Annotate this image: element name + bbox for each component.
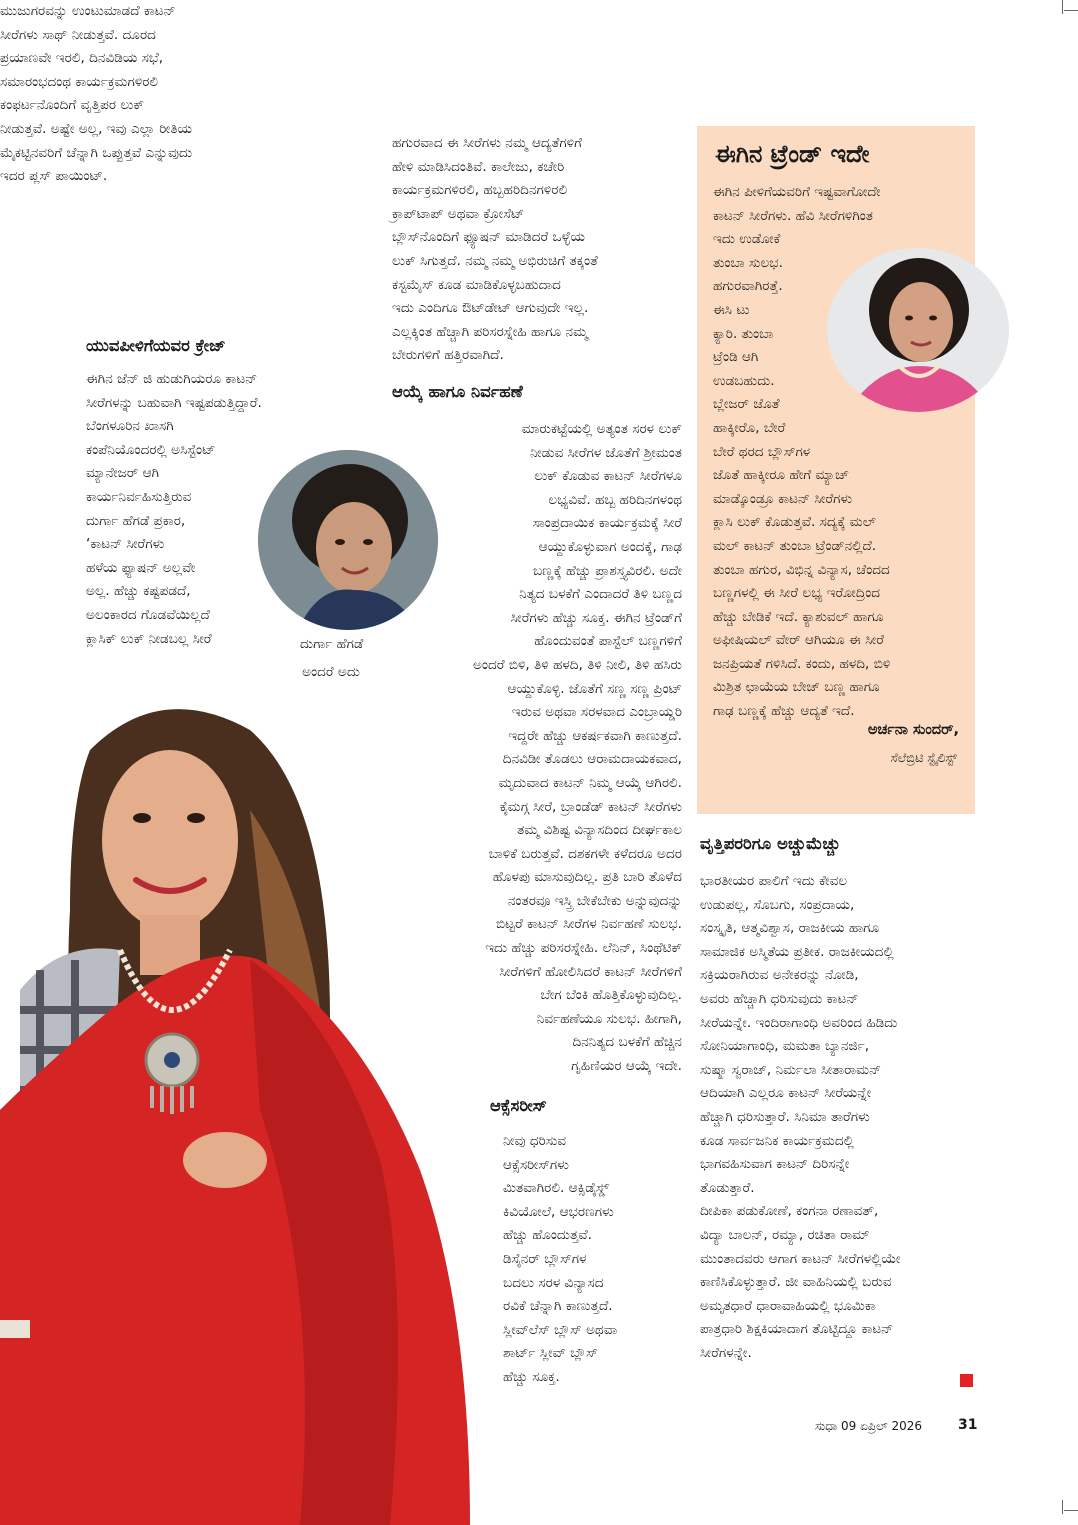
sidebar-title: ಈಗಿನ ಟ್ರೆಂಡ್ ಇದೇ [715,140,870,168]
heading-selection-maintenance: ಆಯ್ಕೆ ಹಾಗೂ ನಿರ್ವಹಣೆ [392,382,523,401]
crop-mark [1064,1510,1078,1511]
stylist-signature: ಅರ್ಚನಾ ಸುಂದರ್, [867,722,959,738]
col2-paragraph-3: ನೀವು ಧರಿಸುವ ಆಕ್ಸೆಸರೀಸ್‌ಗಳು ಮಿತವಾಗಿರಲಿ. ಆಕ್ಸಿಡೈಸ್ಡ್ ಕಿವಿಯೋಲೆ, ಆಭರಣಗಳು ಹೆಚ್ಚು ಹೊಂದುತ್ತವೆ. ಡಿಸೈನರ್ ಬ್ಲೌಸ್‌ಗಳ ಬದಲು ಸರಳ ವಿನ್ಯಾಸದ ರವಿಕೆ ಚೆನ್ನಾಗಿ ಕಾಣುತ್ತದೆ. ಸ್ಲೀವ್‌ಲೆಸ್ ಬ್ಲೌಸ್ ಅಥವಾ ಶಾರ್ಟ್ ಸ್ಲೀವ್ ಬ್ಲೌಸ್ ಹೆಚ್ಚು ಸೂಕ್ತ. [503,1133,618,1385]
col2-paragraph-1: ಹಗುರವಾದ ಈ ಸೀರೆಗಳು ನಮ್ಮ ಆದ್ಯತೆಗಳಿಗೆ ಹೇಳಿ ಮಾಡಿಸಿದಂತಿವೆ. ಕಾಲೇಜು, ಕಚೇರಿ ಕಾರ್ಯಕ್ರಮಗಳಿರಲಿ, ಹಬ್ಬಹರಿದಿನಗಳಿರಲಿ ಕ್ರಾಪ್‌ಟಾಪ್ ಅಥವಾ ಕ್ರೋಸೆಟ್ ಬ್ಲೌಸ್‌ನೊಂದಿಗೆ ಫ್ಯೂಷನ್ ಮಾಡಿದರೆ ಒಳ್ಳೆಯ ಲುಕ್ ಸಿಗುತ್ತದೆ. ನಮ್ಮ ನಮ್ಮ ಅಭಿರುಚಿಗೆ ತಕ್ಕಂತೆ ಕಸ್ಟಮೈಸ್ ಕೂಡ ಮಾಡಿಕೊಳ್ಳಬಹುದಾದ ಇದು ಎಂದಿಗೂ ಔಟ್‌ಡೇಟ್ ಆಗುವುದೇ ಇಲ್ಲ. ಎಲ್ಲಕ್ಕಿಂತ ಹೆಚ್ಚಾಗಿ ಪರಿಸರಸ್ನೇಹಿ ಹಾಗೂ ನಮ್ಮ ಬೇರುಗಳಿಗೆ ಹತ್ತಿರವಾಗಿದೆ. [392,135,598,364]
col2-paragraph-2: ಮಾರುಕಟ್ಟೆಯಲ್ಲಿ ಅತ್ಯಂತ ಸರಳ ಲುಕ್ ನೀಡುವ ಸೀರೆಗಳ ಜೊತೆಗೆ ಶ್ರೀಮಂತ ಲುಕ್ ಕೊಡುವ ಕಾಟನ್ ಸೀರೆಗಳೂ ಲಭ್ಯವಿವೆ. ಹಬ್ಬ ಹರಿದಿನಗಳಂಥ ಸಾಂಪ್ರದಾಯಿಕ ಕಾರ್ಯಕ್ರಮಕ್ಕೆ ಸೀರೆ ಆಯ್ದುಕೊಳ್ಳುವಾಗ ಅಂದಕ್ಕೆ, ಗಾಢ ಬಣ್ಣಕ್ಕೆ ಹೆಚ್ಚು ಪ್ರಾಶಸ್ತ್ಯವಿರಲಿ. ಅದೇ ನಿತ್ಯದ ಬಳಕೆಗೆ ಎಂದಾದರೆ ತಿಳಿ ಬಣ್ಣದ ಸೀರೆಗಳು ಹೆಚ್ಚು ಸೂಕ್ತ. ಈಗಿನ ಟ್ರೆಂಡ್‌ಗೆ ಹೊಂದುವಂತೆ ಪಾಸ್ಟೆಲ್ ಬಣ್ಣಗಳಿಗೆ ಅಂದರೆ ಬಿಳಿ, ತಿಳಿ ಹಳದಿ, ತಿಳಿ ನೀಲಿ, ತಿಳಿ ಹಸಿರು ಆಯ್ದುಕೊಳ್ಳಿ. ಜೊತೆಗೆ ಸಣ್ಣ ಸಣ್ಣ ಪ್ರಿಂಟ್ ಇರುವ ಅಥವಾ ಸರಳವಾದ ಎಂಬ್ರಾಯ್ಡರಿ ಇದ್ದರೇ ಹೆಚ್ಚು ಆಕರ್ಷಕವಾಗಿ ಕಾಣುತ್ತದೆ. ದಿನವಿಡೀ ತೊಡಲು ಆರಾಮದಾಯಕವಾದ, ಮೃದುವಾದ ಕಾಟನ್ ನಿಮ್ಮ ಆಯ್ಕೆ ಆಗಿರಲಿ. ಕೈಮಗ್ಗ ಸೀರೆ, ಬ್ರಾಂಡೆಡ್ ಕಾಟನ್ ಸೀರೆಗಳು ತಮ್ಮ ವಿಶಿಷ್ಟ ವಿನ್ಯಾಸದಿಂದ ದೀರ್ಘಕಾಲ ಬಾಳಿಕೆ ಬರುತ್ತವೆ. ದಶಕಗಳೇ ಕಳೆದರೂ ಅದರ ಹೊಳಪು ಮಾಸುವುದಿಲ್ಲ. ಪ್ರತಿ ಬಾರಿ ತೊಳೆದ ನಂತರವೂ ಇಸ್ತ್ರಿ ಬೇಕೆಬೇಕು ಅನ್ನುವುದನ್ನು ಬಿಟ್ಟರೆ ಕಾಟನ್ ಸೀರೆಗಳ ನಿರ್ವಹಣೆ ಸುಲಭ. ಇದು ಹೆಚ್ಚು ಪರಿಸರಸ್ನೇಹಿ. ಲೆನಿನ್, ಸಿಂಥೆಟಿಕ್ ಸೀರೆಗಳಿಗೆ ಹೋಲಿಸಿದರೆ ಕಾಟನ್ ಸೀರೆಗಳಿಗೆ ಬೇಗ ಬೆಂಕಿ ಹೊತ್ತಿಕೊಳ್ಳುವುದಿಲ್ಲ. ನಿರ್ವಹಣೆಯೂ ಸುಲಭ. ಹೀಗಾಗಿ, ದಿನನಿತ್ಯದ ಬಳಕೆಗೆ ಹೆಚ್ಚಿನ ಗೃಹಿಣಿಯರ ಆಯ್ಕೆ ಇದೇ. [473,421,682,1075]
heading-youth-craze: ಯುವಪೀಳಿಗೆಯವರ ಕ್ರೇಜ್ [86,336,226,355]
end-of-article-mark [960,1374,973,1387]
crop-mark [1062,0,1063,14]
col3-body: ಭಾರತೀಯರ ಪಾಲಿಗೆ ಇದು ಕೇವಲ ಉಡುಪಲ್ಲ, ಸೊಬಗು, ಸಂಪ್ರದಾಯ, ಸಂಸ್ಕೃತಿ, ಆತ್ಮವಿಶ್ವಾಸ, ರಾಜಕೀಯ ಹಾಗೂ ಸಾಮಾಜಿಕ ಅಸ್ಮಿತೆಯ ಪ್ರತೀಕ. ರಾಜಕೀಯದಲ್ಲಿ ಸಕ್ರಿಯರಾಗಿರುವ ಅನೇಕರನ್ನು ನೋಡಿ, ಅವರು ಹೆಚ್ಚಾಗಿ ಧರಿಸುವುದು ಕಾಟನ್ ಸೀರೆಯನ್ನೇ. ಇಂದಿರಾಗಾಂಧಿ ಅವರಿಂದ ಹಿಡಿದು ಸೋನಿಯಾಗಾಂಧಿ, ಮಮತಾ ಬ್ಯಾನರ್ಜಿ, ಸುಷ್ಮಾ ಸ್ವರಾಜ್, ನಿರ್ಮಲಾ ಸೀತಾರಾಮನ್ ಆದಿಯಾಗಿ ಎಲ್ಲರೂ ಕಾಟನ್ ಸೀರೆಯನ್ನೇ ಹೆಚ್ಚಾಗಿ ಧರಿಸುತ್ತಾರೆ. ಸಿನಿಮಾ ತಾರೆಗಳು ಕೂಡ ಸಾರ್ವಜನಿಕ ಕಾರ್ಯಕ್ರಮದಲ್ಲಿ ಭಾಗವಹಿಸುವಾಗ ಕಾಟನ್ ದಿರಿಸನ್ನೇ ತೊಡುತ್ತಾರೆ. ದೀಪಿಕಾ ಪಡುಕೋಣೆ, ಕಂಗನಾ ರಣಾವತ್, ವಿದ್ಯಾ ಬಾಲನ್, ರಮ್ಯಾ, ರಚಿತಾ ರಾಮ್ ಮುಂತಾದವರು ಆಗಾಗ ಕಾಟನ್ ಸೀರೆಗಳಲ್ಲಿಯೇ ಕಾಣಿಸಿಕೊಳ್ಳುತ್ತಾರೆ. ಜೀ ವಾಹಿನಿಯಲ್ಲಿ ಬರುವ ಅಮೃತಧಾರೆ ಧಾರಾವಾಹಿಯಲ್ಲಿ ಭೂಮಿಕಾ ಪಾತ್ರಧಾರಿ ಶಿಕ್ಷಕಿಯಾದಾಗ ತೊಟ್ಟಿದ್ದೂ ಕಾಟನ್ ಸೀರೆಗಳನ್ನೇ. [700,873,901,1361]
crop-mark [1062,1500,1063,1514]
durga-hegde-caption: ದುರ್ಗಾ ಹೆಗಡೆ [300,636,364,652]
portrait-illustration [827,248,1009,412]
sidebar-body: ಈಗಿನ ಪೀಳಿಗೆಯವರಿಗೆ ಇಷ್ಟವಾಗೋದೇ ಕಾಟನ್ ಸೀರೆಗಳು. ಹೆವಿ ಸೀರೆಗಳಿಗಿಂತ ಇದು ಉಡೋಕೆ ತುಂಬಾ ಸುಲಭ. ಹಗುರವಾಗಿರತ್ತೆ. ಈಸಿ ಟು ಕ್ಯಾರಿ. ತುಂಬಾ ಟ್ರೆಂಡಿ ಆಗಿ ಉಡಬಹುದು. ಬ್ಲೇಜರ್ ಜೊತೆ ಹಾಕ್ಕೀರೊ, ಬೇರೆ ಬೇರೆ ಥರದ ಬ್ಲೌಸ್‌ಗಳ ಜೊತೆ ಹಾಕ್ಕೀರೂ ಹೇಗೆ ಮ್ಯಾಚ್ ಮಾಡ್ಕೊಂಡ್ರೂ ಕಾಟನ್ ಸೀರೆಗಳು ಕ್ಲಾಸಿ ಲುಕ್ ಕೊಡುತ್ತವೆ. ಸದ್ಯಕ್ಕೆ ಮಲ್ ಮಲ್ ಕಾಟನ್ ತುಂಬಾ ಟ್ರೆಂಡ್‌ನಲ್ಲಿದೆ. ತುಂಬಾ ಹಗುರ, ವಿಭಿನ್ನ ವಿನ್ಯಾಸ, ಚೆಂದದ ಬಣ್ಣಗಳಲ್ಲಿ ಈ ಸೀರೆ ಲಭ್ಯ ಇರೋದ್ರಿಂದ ಹೆಚ್ಚು ಬೇಡಿಕೆ ಇದೆ. ಕ್ಯಾಶುವಲ್ ಹಾಗೂ ಅಫೀಷಿಯಲ್ ವೇರ್ ಆಗಿಯೂ ಈ ಸೀರೆ ಜನಪ್ರಿಯತೆ ಗಳಿಸಿದೆ. ಕಂದು, ಹಳದಿ, ಬಿಳಿ ಮಿಶ್ರಿತ ಛಾಯೆಯ ಬೇಜ್ ಬಣ್ಣ ಹಾಗೂ ಗಾಢ ಬಣ್ಣಕ್ಕೆ ಹೆಚ್ಚು ಆದ್ಯತೆ ಇದೆ. [713,184,891,720]
col1-paragraph-1: ಮುಜುಗರವನ್ನು ಉಂಟುಮಾಡದೆ ಕಾಟನ್ ಸೀರೆಗಳು ಸಾಥ್ ನೀಡುತ್ತವೆ. ದೂರದ ಪ್ರಯಾಣವೇ ಇರಲಿ, ದಿನವಿಡಿಯ ಸಭೆ, ಸಮಾರಂಭದಂಥ ಕಾರ್ಯಕ್ರಮಗಳಿರಲಿ ಕಂಫರ್ಟನೊಂದಿಗೆ ವೃತ್ತಿಪರ ಲುಕ್ ನೀಡುತ್ತವೆ. ಅಷ್ಟೇ ಅಲ್ಲ, ಇವು ಎಲ್ಲಾ ರೀತಿಯ ಮೈಕಟ್ಟಿನವರಿಗೆ ಚೆನ್ನಾಗಿ ಒಪ್ಪುತ್ತವೆ ಎನ್ನುವುದು ಇದರ ಪ್ಲಸ್ ಪಾಯಿಂಟ್. [0,3,193,185]
footer-issue-date: ಸುಧಾ 09 ಏಪ್ರಿಲ್ 2026 [815,1419,923,1433]
stylist-role: ಸೆಲೆಬ್ರಿಟಿ ಸ್ಟೈಲಿಸ್ಟ್ [890,750,957,765]
col1-paragraph-tail: ಅಂದರೆ ಅದು [302,664,360,680]
crop-mark [1064,10,1078,11]
col1-paragraph-2: ಈಗಿನ ಜೆನ್ ಜಿ ಹುಡುಗಿಯರೂ ಕಾಟನ್ ಸೀರೆಗಳನ್ನು ಬಹುವಾಗಿ ಇಷ್ಟಪಡುತ್ತಿದ್ದಾರೆ. ಬೆಂಗಳೂರಿನ ಖಾಸಗಿ ಕಂಪೆನಿಯೊಂದರಲ್ಲಿ ಅಸಿಸ್ಟೆಂಟ್ ಮ್ಯಾನೇಜರ್ ಆಗಿ ಕಾರ್ಯನಿರ್ವಹಿಸುತ್ತಿರುವ ದುರ್ಗಾ ಹೆಗಡೆ ಪ್ರಕಾರ, ‘ಕಾಟನ್ ಸೀರೆಗಳು ಹಳೆಯ ಫ್ಯಾಷನ್ ಅಲ್ಲವೇ ಅಲ್ಲ. ಹೆಚ್ಚು ಕಷ್ಟಪಡದೆ, ಅಲಂಕಾರದ ಗೊಡವೆಯಿಲ್ಲದೆ ಕ್ಲಾಸಿಕ್ ಲುಕ್ ನೀಡಬಲ್ಲ ಸೀರೆ [86,371,262,647]
archana-sundar-photo [827,248,1009,412]
heading-professionals: ವೃತ್ತಿಪರರಿಗೂ ಅಚ್ಚುಮೆಚ್ಚು [700,834,841,853]
heading-accessories: ಆಕ್ಸೆಸರೀಸ್ [490,1096,547,1115]
trend-sidebar-box [697,126,975,814]
page-number: 31 [958,1417,978,1433]
